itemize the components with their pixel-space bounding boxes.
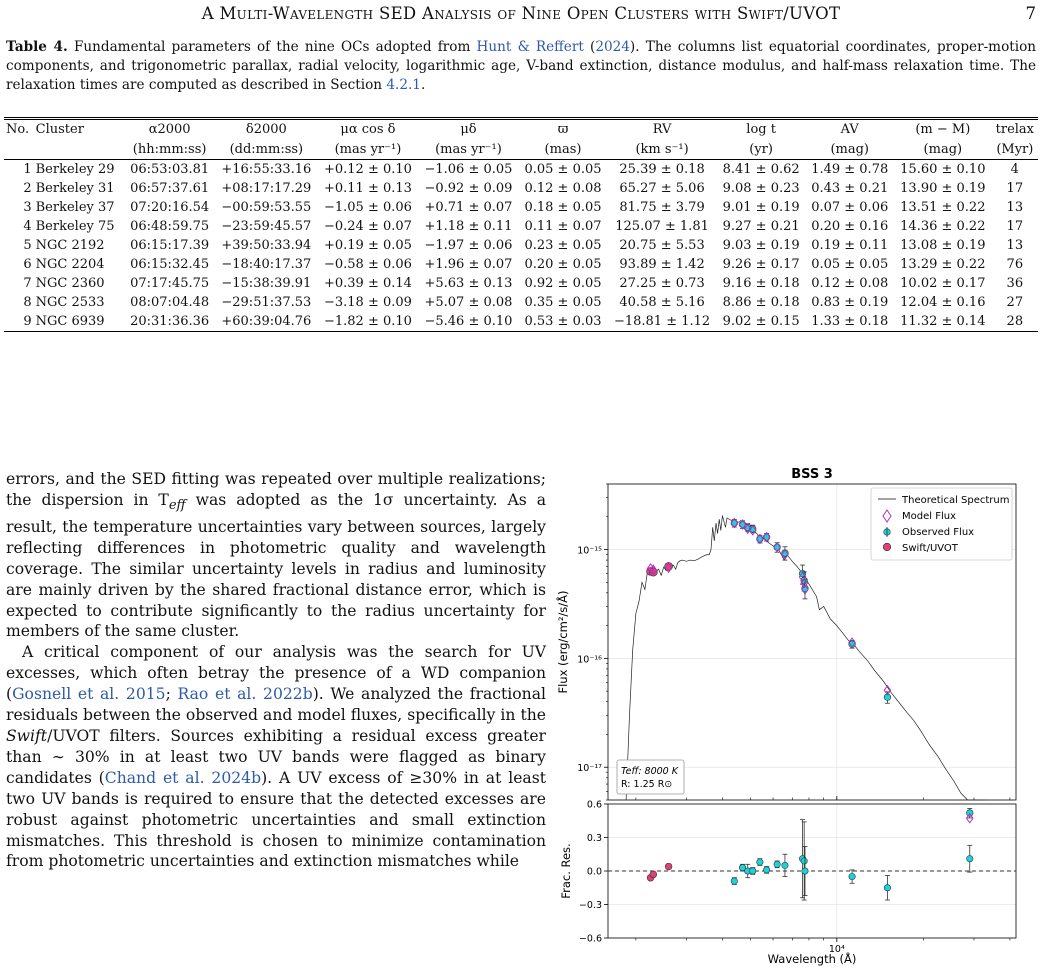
y-axis-label-flux: Flux (erg/cm²/s/Å): [556, 590, 570, 694]
table-cell: +5.63 ± 0.13: [424, 276, 513, 291]
y-tick-label: 0.6: [586, 799, 602, 811]
page-header: [0, 4, 1042, 28]
table-bottom-rule: [4, 331, 1038, 332]
table-cell: 1.49 ± 0.78: [811, 162, 889, 177]
y-axis-label-residual: Frac. Res.: [559, 843, 573, 899]
table-cell: Berkeley 31: [35, 181, 115, 196]
legend-observed-label: Observed Flux: [902, 527, 975, 538]
table-cell: 06:48:59.75: [130, 219, 210, 234]
p2-text-a: A critical component of our analysis was the search for UV excesses, which often betray the presence of a WD companion (: [6, 643, 546, 704]
column-unit: (hh:mm:ss): [132, 141, 207, 157]
p1-text-a: errors, and the SED fitting was repeated over multiple realizations; the dispersion in T: [6, 470, 546, 509]
caption-year-close: ).: [629, 39, 640, 55]
table-cell: −1.97 ± 0.06: [424, 238, 513, 253]
y-tick-label: 0.0: [586, 866, 602, 878]
table-cell: −3.18 ± 0.09: [323, 295, 412, 310]
table-caption: [6, 38, 1036, 95]
column-header: α2000: [148, 122, 191, 137]
x-axis-label: Wavelength (Å): [767, 952, 857, 966]
p2-text-d: ). A UV excess of ≥30% in at least two UV bands is required to ensure that the detected excesses are robust against photometric uncertainties and small extinction mismatches. This threshold is chosen to minimize contamination from photometric uncertainties and extinction mismatches while: [6, 768, 546, 871]
column-header: RV: [652, 122, 672, 137]
observed-residual-point: [849, 873, 855, 879]
table-cell: 0.35 ± 0.05: [524, 295, 602, 310]
table-cell: −0.58 ± 0.06: [323, 257, 412, 272]
table-cell: NGC 6939: [35, 314, 105, 329]
column-header: δ2000: [245, 122, 287, 137]
table-cell: 9.27 ± 0.21: [722, 219, 800, 234]
table-cell: 27: [1006, 295, 1024, 310]
table-cell: −1.06 ± 0.05: [424, 162, 513, 177]
table-cell: 25.39 ± 0.18: [619, 162, 705, 177]
observed-flux-point: [763, 534, 770, 541]
observed-residual-point: [801, 858, 807, 864]
table-cell: +0.11 ± 0.13: [323, 181, 412, 196]
table-cell: 9.08 ± 0.23: [722, 181, 800, 196]
table-cell: 0.92 ± 0.05: [524, 276, 602, 291]
table-cell: 36: [1006, 276, 1024, 291]
column-unit: (km s⁻¹): [635, 141, 689, 157]
table-cell: 17: [1006, 181, 1024, 196]
table-cell: 4: [1010, 162, 1019, 177]
uvot-residual-point: [665, 863, 672, 870]
table-cell: +1.96 ± 0.07: [424, 257, 513, 272]
table-cell: 0.20 ± 0.16: [811, 219, 889, 234]
table-cell: +39:50:33.94: [221, 238, 312, 253]
table-cell: +1.18 ± 0.11: [424, 219, 513, 234]
table-cell: +0.12 ± 0.10: [323, 162, 412, 177]
table-cell: 13: [1006, 238, 1024, 253]
table-cell: 13.29 ± 0.22: [900, 257, 986, 272]
column-header: (m − M): [915, 122, 971, 137]
table-cell: 0.05 ± 0.05: [524, 162, 602, 177]
table-cell: 0.23 ± 0.05: [524, 238, 602, 253]
table-cell: 12.04 ± 0.16: [900, 295, 986, 310]
table-cell: 0.12 ± 0.08: [811, 276, 889, 291]
table-cell: 7: [23, 276, 32, 291]
sed-figure: [550, 466, 1040, 971]
table-row: [4, 274, 1038, 293]
table-row: [4, 312, 1038, 331]
column-unit: (yr): [749, 141, 773, 157]
table-cell: 9.02 ± 0.15: [722, 314, 800, 329]
observed-flux-point: [731, 520, 738, 527]
table-cell: 0.05 ± 0.05: [811, 257, 889, 272]
table-cell: 0.83 ± 0.19: [811, 295, 889, 310]
table-cell: 0.18 ± 0.05: [524, 200, 602, 215]
table-row: [4, 293, 1038, 312]
table-cell: 27.25 ± 0.73: [619, 276, 705, 291]
section-link[interactable]: 4.2.1: [386, 77, 421, 93]
observed-flux-point: [757, 536, 764, 543]
table-cell: 14.36 ± 0.22: [900, 219, 986, 234]
legend-uvot-swatch: [883, 543, 891, 551]
table-cell: −0.24 ± 0.07: [323, 219, 412, 234]
table-cell: NGC 2192: [35, 238, 105, 253]
citation-gosnell[interactable]: Gosnell et al. 2015: [12, 685, 166, 704]
table-cell: 9.01 ± 0.19: [722, 200, 800, 215]
table-cell: −00:59:53.55: [221, 200, 312, 215]
observed-residual-point: [763, 867, 769, 873]
table-cell: 06:57:37.61: [130, 181, 210, 196]
table-cell: 20.75 ± 5.53: [619, 238, 705, 253]
table-cell: 0.07 ± 0.06: [811, 200, 889, 215]
body-text: [6, 469, 546, 872]
table-cell: 20:31:36.36: [130, 314, 210, 329]
table-cell: 13.51 ± 0.22: [900, 200, 986, 215]
figure-title: BSS 3: [791, 467, 833, 482]
table-cell: −5.46 ± 0.10: [424, 314, 513, 329]
table-cell: 8.41 ± 0.62: [722, 162, 800, 177]
paragraph-2: [6, 642, 546, 872]
table-cell: 07:17:45.75: [130, 276, 210, 291]
table-cell: 0.12 ± 0.08: [524, 181, 602, 196]
table-cell: 8: [23, 295, 32, 310]
observed-residual-point: [802, 868, 808, 874]
column-unit: (mag): [923, 141, 963, 157]
table-cell: +0.71 ± 0.07: [424, 200, 513, 215]
table-cell: 0.19 ± 0.11: [811, 238, 889, 253]
table-cell: 76: [1006, 257, 1024, 272]
table-cell: 06:15:32.45: [130, 257, 210, 272]
page-number: 7: [1025, 4, 1036, 23]
table-cell: 5: [23, 238, 32, 253]
table-cell: 93.89 ± 1.42: [619, 257, 705, 272]
table-cell: 28: [1006, 314, 1024, 329]
table-cell: 65.27 ± 5.06: [619, 181, 705, 196]
parameters-table: [4, 117, 1038, 332]
column-header: AV: [840, 122, 859, 137]
citation-year[interactable]: 2024: [595, 39, 630, 55]
table-cell: NGC 2204: [35, 257, 105, 272]
column-header: μα cos δ: [340, 122, 396, 137]
citation-hunt-reffert[interactable]: Hunt & Reffert: [476, 39, 584, 55]
caption-text-1: Fundamental parameters of the nine OCs adopted from: [73, 39, 471, 55]
table-cell: 0.53 ± 0.03: [524, 314, 602, 329]
table-cell: 0.11 ± 0.07: [524, 219, 602, 234]
observed-residual-point: [750, 868, 756, 874]
running-title: A Multi-Wavelength SED Analysis of Nine Open Clusters with Swift/UVOT: [201, 4, 841, 23]
table-row: [4, 236, 1038, 255]
citation-chand[interactable]: Chand et al. 2024b: [104, 768, 262, 787]
p2-text-b: ). We analyzed the fractional residuals between the observed and model fluxes, specifically in the: [6, 685, 546, 725]
legend-model-label: Model Flux: [902, 511, 956, 522]
citation-rao[interactable]: Rao et al. 2022b: [177, 685, 313, 704]
table-cell: 10.02 ± 0.17: [900, 276, 986, 291]
y-tick-label: 0.3: [586, 833, 602, 844]
p2-text-c: /UVOT filters. Sources exhibiting a residual excess greater than ∼ 30% in at least two UV bands were flagged as binary candidates (: [6, 726, 546, 787]
observed-residual-point: [757, 859, 763, 865]
p2-swift: Swift: [6, 726, 48, 745]
table-cell: 3: [23, 200, 32, 215]
sed-plot-svg: [550, 466, 1040, 971]
table-cell: Berkeley 29: [35, 162, 115, 177]
column-unit: (mas yr⁻¹): [435, 141, 502, 157]
column-unit: (Myr): [996, 141, 1034, 157]
table-cell: 11.32 ± 0.14: [900, 314, 986, 329]
caption-end: .: [420, 77, 426, 93]
table-cell: −23:59:45.57: [221, 219, 312, 234]
column-header: ϖ: [557, 122, 569, 137]
table-cell: 07:20:16.54: [130, 200, 210, 215]
table-header-row: [4, 120, 1038, 139]
column-unit: [4, 139, 34, 160]
column-header: trelax: [995, 122, 1034, 137]
table-cell: −18.81 ± 1.12: [613, 314, 711, 329]
table-cell: 13.90 ± 0.19: [900, 181, 986, 196]
legend-uvot-label: Swift/UVOT: [902, 543, 958, 554]
table-cell: 13: [1006, 200, 1024, 215]
table-cell: 15.60 ± 0.10: [900, 162, 986, 177]
table-cell: +60:39:04.76: [221, 314, 312, 329]
column-header: μδ: [460, 122, 477, 137]
p1-text-b: was adopted as the 1σ uncertainty. As a result, the temperature uncertainties vary between sources, largely reflecting differences in photometric quality and wavelength coverage. The similar uncertainty levels in radius and luminosity are mainly driven by the shared fractional distance error, which is expected to contribute significantly to the radius uncertainty for members of the same cluster.: [6, 490, 546, 641]
table-cell: 4: [23, 219, 32, 234]
caption-label: Table 4.: [6, 39, 68, 55]
table-cell: 06:15:17.39: [130, 238, 210, 253]
y-tick-label: −0.6: [578, 933, 602, 945]
table-cell: −1.82 ± 0.10: [323, 314, 412, 329]
legend-spectrum-label: Theoretical Spectrum: [902, 495, 1010, 506]
observed-residual-point: [967, 856, 973, 862]
table-cell: 9.16 ± 0.18: [722, 276, 800, 291]
column-unit: (mas yr⁻¹): [334, 141, 402, 157]
table-cell: 0.20 ± 0.05: [524, 257, 602, 272]
table-cell: Berkeley 37: [35, 200, 115, 215]
table-cell: 17: [1006, 219, 1024, 234]
table-cell: −29:51:37.53: [221, 295, 312, 310]
table-cell: −18:40:17.37: [221, 257, 312, 272]
y-tick-label: 10⁻¹⁷: [577, 763, 602, 775]
table-cell: 6: [23, 257, 32, 272]
table-cell: 9: [23, 314, 32, 329]
column-header: No.: [6, 122, 30, 137]
table-row: [4, 217, 1038, 236]
table-cell: 9.03 ± 0.19: [722, 238, 800, 253]
caption-text-2: The columns list equatorial coordinates, proper-motion components, and trigonometric parallax, radial velocity, logarithmic age, V-band extinction, distance modulus, and half-mass relaxation time. The relaxation times are computed as described in Section: [6, 39, 1037, 93]
table-cell: 8.86 ± 0.18: [722, 295, 800, 310]
p1-teff-sub: eff: [168, 498, 186, 514]
p2-sep: ;: [165, 685, 178, 704]
info-radius: R: 1.25 R⊙: [621, 779, 673, 790]
legend: [871, 488, 1012, 560]
observed-residual-point: [782, 862, 788, 868]
column-header: Cluster: [35, 122, 84, 137]
table-cell: 9.26 ± 0.17: [722, 257, 800, 272]
y-tick-label: 10⁻¹⁶: [577, 654, 602, 666]
y-tick-label: −0.3: [578, 900, 602, 911]
observed-residual-point: [731, 878, 737, 884]
table-cell: +5.07 ± 0.08: [424, 295, 513, 310]
table-cell: 1.33 ± 0.18: [811, 314, 889, 329]
table-cell: 13.08 ± 0.19: [900, 238, 986, 253]
table-cell: 1: [23, 162, 32, 177]
observed-residual-point: [774, 861, 780, 867]
info-teff: Teff: 8000 K: [621, 766, 678, 777]
column-unit: (dd:mm:ss): [229, 141, 304, 157]
table-cell: +08:17:17.29: [221, 181, 312, 196]
y-tick-label: 10⁻¹⁵: [577, 545, 602, 557]
caption-year-open: (: [590, 39, 596, 55]
table-cell: Berkeley 75: [35, 219, 115, 234]
table-cell: 08:07:04.48: [130, 295, 210, 310]
table-row: [4, 160, 1038, 180]
table-cell: 0.43 ± 0.21: [811, 181, 889, 196]
table-cell: 2: [23, 181, 32, 196]
x-tick-label: 10⁴: [828, 944, 845, 955]
column-unit: (mas): [544, 141, 582, 157]
uvot-residual-point: [650, 871, 657, 878]
column-unit: (mag): [830, 141, 869, 157]
table-cell: +16:55:33.16: [221, 162, 312, 177]
table-row: [4, 179, 1038, 198]
observed-flux-point: [774, 544, 781, 551]
column-header: log t: [746, 122, 776, 137]
table-cell: 81.75 ± 3.79: [619, 200, 705, 215]
table-row: [4, 255, 1038, 274]
info-box: [617, 760, 684, 794]
table-cell: 06:53:03.81: [130, 162, 210, 177]
table-cell: −1.05 ± 0.06: [323, 200, 412, 215]
paragraph-1: [6, 469, 546, 642]
table-cell: 40.58 ± 5.16: [619, 295, 705, 310]
table-cell: NGC 2360: [35, 276, 105, 291]
table-cell: +0.19 ± 0.05: [323, 238, 412, 253]
column-unit: [34, 139, 125, 160]
table-cell: 125.07 ± 1.81: [615, 219, 709, 234]
table-cell: −0.92 ± 0.09: [424, 181, 513, 196]
table-row: [4, 198, 1038, 217]
table-cell: −15:38:39.91: [221, 276, 312, 291]
table-cell: +0.39 ± 0.14: [323, 276, 412, 291]
table-units-row: [4, 139, 1038, 160]
observed-residual-point: [884, 885, 890, 891]
table-cell: NGC 2533: [35, 295, 105, 310]
